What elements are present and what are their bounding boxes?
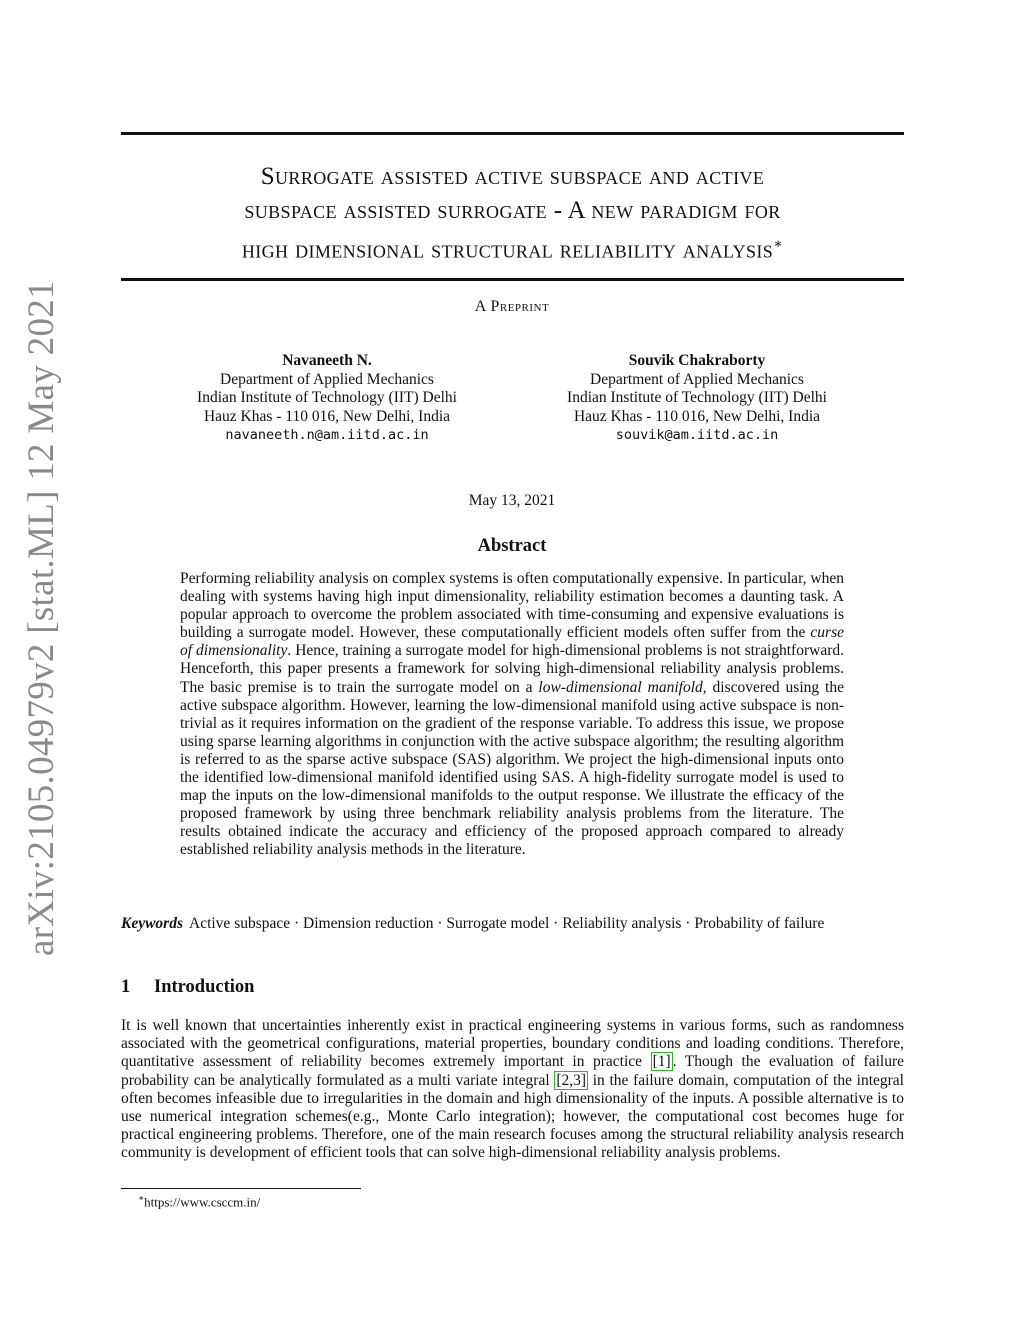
keywords-text: Active subspace · Dimension reduction · Surrogate model · Reliability analysis · Probability of failure bbox=[189, 915, 825, 932]
title-footnote-mark: ∗ bbox=[773, 237, 784, 252]
intro-text: It is well known that uncertainties inherently exist in practical engineering systems in various forms, such as randomness associated with the geometrical configurations, material properties, boundary conditions and loading conditions. Therefore, quantitative assessment of reliability becomes extremely important in practice bbox=[121, 1017, 904, 1071]
title-bottom-rule bbox=[121, 278, 904, 281]
keywords bbox=[121, 915, 904, 934]
author-name: Navaneeth N. bbox=[282, 352, 372, 369]
author-address: Hauz Khas - 110 016, New Delhi, India bbox=[203, 407, 451, 425]
footnote bbox=[138, 1193, 260, 1210]
introduction-paragraph bbox=[121, 1017, 904, 1163]
author-address: Hauz Khas - 110 016, New Delhi, India bbox=[573, 407, 821, 425]
footnote-url[interactable]: https://www.csccm.in/ bbox=[144, 1194, 261, 1210]
title-line-1: Surrogate assisted active subspace and active bbox=[260, 163, 765, 190]
paper-date: May 13, 2021 bbox=[468, 492, 556, 509]
author-department: Department of Applied Mechanics bbox=[590, 370, 804, 388]
author-email[interactable]: souvik@am.iitd.ac.in bbox=[615, 427, 779, 443]
abstract-body bbox=[180, 570, 844, 860]
abstract-text: . Hence, training a surrogate model for high-dimensional problems is not straightforward. Henceforth, this paper presents a framework for solving high-dimensional reliability analysis problems. The basic premise is to train the surrogate model on a bbox=[180, 642, 844, 696]
citation-link[interactable]: [2,3] bbox=[556, 1071, 587, 1089]
abstract-text: , discovered using the active subspace algorithm. However, learning the low-dimensional manifold using active subspace is non-trivial as it requires information on the gradient of the response variable. To address this issue, we propose using sparse learning algorithms in conjunction with the active subspace algorithm; the resulting algorithm is referred to as the sparse active subspace (SAS) algorithm. We project the high-dimensional inputs onto the identified low-dimensional manifold identified using SAS. A high-fidelity surrogate model is used to map the inputs on the low-dimensional manifolds to the output response. We illustrate the efficacy of the proposed framework by using three benchmark reliability analysis problems from the literature. The results obtained indicate the accuracy and efficiency of the proposed approach compared to already established reliability analysis methods in the literature. bbox=[180, 678, 844, 859]
keywords-label: Keywords bbox=[121, 915, 183, 932]
author-block-2 bbox=[527, 352, 867, 445]
title-top-rule bbox=[121, 132, 904, 135]
author-name: Souvik Chakraborty bbox=[628, 352, 766, 369]
section-number: 1 bbox=[121, 977, 131, 997]
section-title: Introduction bbox=[154, 977, 255, 997]
citation-link[interactable]: [1] bbox=[652, 1053, 671, 1071]
abstract-heading: Abstract bbox=[477, 536, 547, 556]
abstract-text: Performing reliability analysis on complex systems is often computationally expensive. In particular, when dealing with systems having high input dimensionality, reliability estimation becomes a daunting task. A popular approach to overcome the problem associated with time-consuming and expensive evaluations is building a surrogate model. However, these computationally efficient models often suffer from the bbox=[180, 570, 844, 642]
author-department: Department of Applied Mechanics bbox=[220, 370, 434, 388]
abstract-emphasis: curse of dimensionality bbox=[180, 624, 844, 660]
intro-text: in the failure domain, computation of the integral often becomes infeasible due to irregularities in the domain and high dimensionality of the inputs. A possible alternative is to use numerical integration schemes(e.g., Monte Carlo integration); however, the computational cost becomes huge for practical engineering problems. Therefore, one of the main research focuses among the structural reliability analysis research community is development of efficient tools that can solve high-dimensional reliability analysis problems. bbox=[121, 1071, 904, 1162]
arxiv-sidebar-stamp: arXiv:2105.04979v2 [stat.ML] 12 May 2021 bbox=[21, 280, 62, 956]
section-heading bbox=[121, 977, 254, 998]
title-line-3 bbox=[121, 228, 904, 267]
author-institute: Indian Institute of Technology (IIT) Delhi bbox=[567, 389, 827, 406]
intro-text: . Though the evaluation of failure probability can be analytically formulated as a multi variate integral bbox=[121, 1053, 904, 1089]
author-institute: Indian Institute of Technology (IIT) Delhi bbox=[197, 389, 457, 406]
paper-title bbox=[121, 160, 904, 267]
preprint-label: A Preprint bbox=[474, 298, 550, 315]
footnote-mark: ∗ bbox=[138, 1193, 145, 1203]
author-block-1 bbox=[157, 352, 497, 445]
footnote-rule bbox=[121, 1188, 361, 1189]
title-line-3-text: high dimensional structural reliability analysis bbox=[241, 236, 774, 264]
title-line-2: subspace assisted surrogate - A new paradigm for bbox=[244, 197, 781, 224]
abstract-emphasis: low-dimensional manifold bbox=[538, 678, 703, 696]
author-email[interactable]: navaneeth.n@am.iitd.ac.in bbox=[225, 427, 429, 443]
